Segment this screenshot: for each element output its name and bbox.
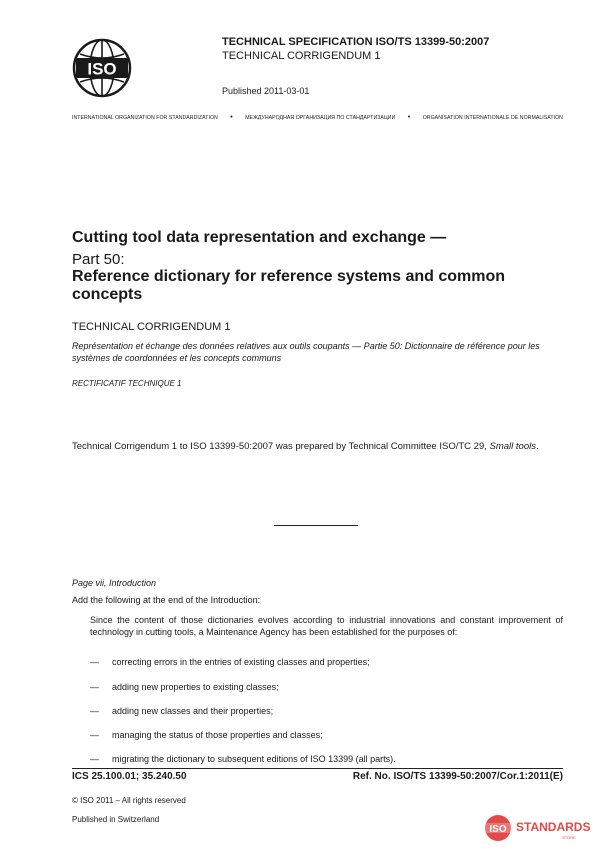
store-logo-text: ISO [489,824,507,835]
preparation-statement [72,441,563,454]
org-name-en: INTERNATIONAL ORGANIZATION FOR STANDARDIZATION [72,115,218,121]
preparation-text: Technical Corrigendum 1 to ISO 13399-50:2007 was prepared by Technical Committee ISO/TC 29, [72,441,487,452]
french-corrigendum-label: RECTIFICATIF TECHNIQUE 1 [72,379,182,388]
iso-logo-text: ISO [87,59,117,79]
org-name-fr: ORGANISATION INTERNATIONALE DE NORMALISATION [422,115,563,121]
list-item [90,730,323,740]
list-item-text: managing the status of those properties and classes; [112,730,323,740]
iso-logo-icon [72,38,132,98]
list-item-text: correcting errors in the entries of existing classes and properties; [112,657,370,667]
ics-codes: ICS 25.100.01; 35.240.50 [72,771,187,782]
list-item-text: adding new classes and their properties; [112,706,274,716]
list-item [90,682,279,692]
preparation-end: . [535,441,539,452]
part-title: Reference dictionary for reference systems and common concepts [72,268,506,303]
french-title: Représentation et échange des données relatives aux outils coupants — Partie 50: Dictionnaire de référence pour les systèmes de coordonnées et les concepts communs [72,341,540,363]
store-tag: STORE [562,835,576,840]
dash-bullet: — [90,706,99,716]
org-name-ru: МЕЖДУНАРОДНАЯ ОРГАНИЗАЦИЯ ПО СТАНДАРТИЗАЦИИ [245,115,396,121]
list-item [90,657,370,667]
list-item-text: migrating the dictionary to subsequent editions of ISO 13399 (all parts). [112,754,396,764]
reference-number: Ref. No. ISO/TS 13399-50:2007/Cor.1:2011(E) [352,771,563,782]
inserted-paragraph: Since the content of those dictionaries evolves according to industrial innovations and constant improvement of technology in cutting tools, a Maintenance Agency has been established for the purposes of: [90,615,563,637]
published-date: Published 2011-03-01 [222,86,310,96]
dash-bullet: — [90,682,99,692]
dash-bullet: — [90,657,99,667]
document-type: TECHNICAL SPECIFICATION ISO/TS 13399-50:2007 [222,36,490,48]
dash-bullet: — [90,754,99,764]
list-item [90,706,273,716]
store-name: STANDARDS [516,820,591,834]
committee-name: Small tools [489,441,536,452]
dash-bullet: — [90,730,99,740]
main-title: Cutting tool data representation and exchange — [72,229,447,246]
part-number: Part 50: [72,251,125,268]
footer-divider [72,768,563,769]
correction-location: Page vii, Introduction [72,578,157,588]
list-item [90,754,396,764]
corrigendum-label: TECHNICAL CORRIGENDUM 1 [72,321,231,333]
published-in: Published in Switzerland [72,815,160,824]
list-item-text: adding new properties to existing classes; [112,682,279,692]
separator-bullet: • [407,114,411,121]
corrigendum-heading: TECHNICAL CORRIGENDUM 1 [222,50,381,62]
organization-names [72,115,563,121]
separator-bullet: • [230,114,233,121]
correction-instruction: Add the following at the end of the Introduction: [72,595,261,605]
iso-standards-store-logo-icon [483,813,593,843]
section-divider [274,525,358,526]
copyright-notice: © ISO 2011 – All rights reserved [72,796,186,805]
